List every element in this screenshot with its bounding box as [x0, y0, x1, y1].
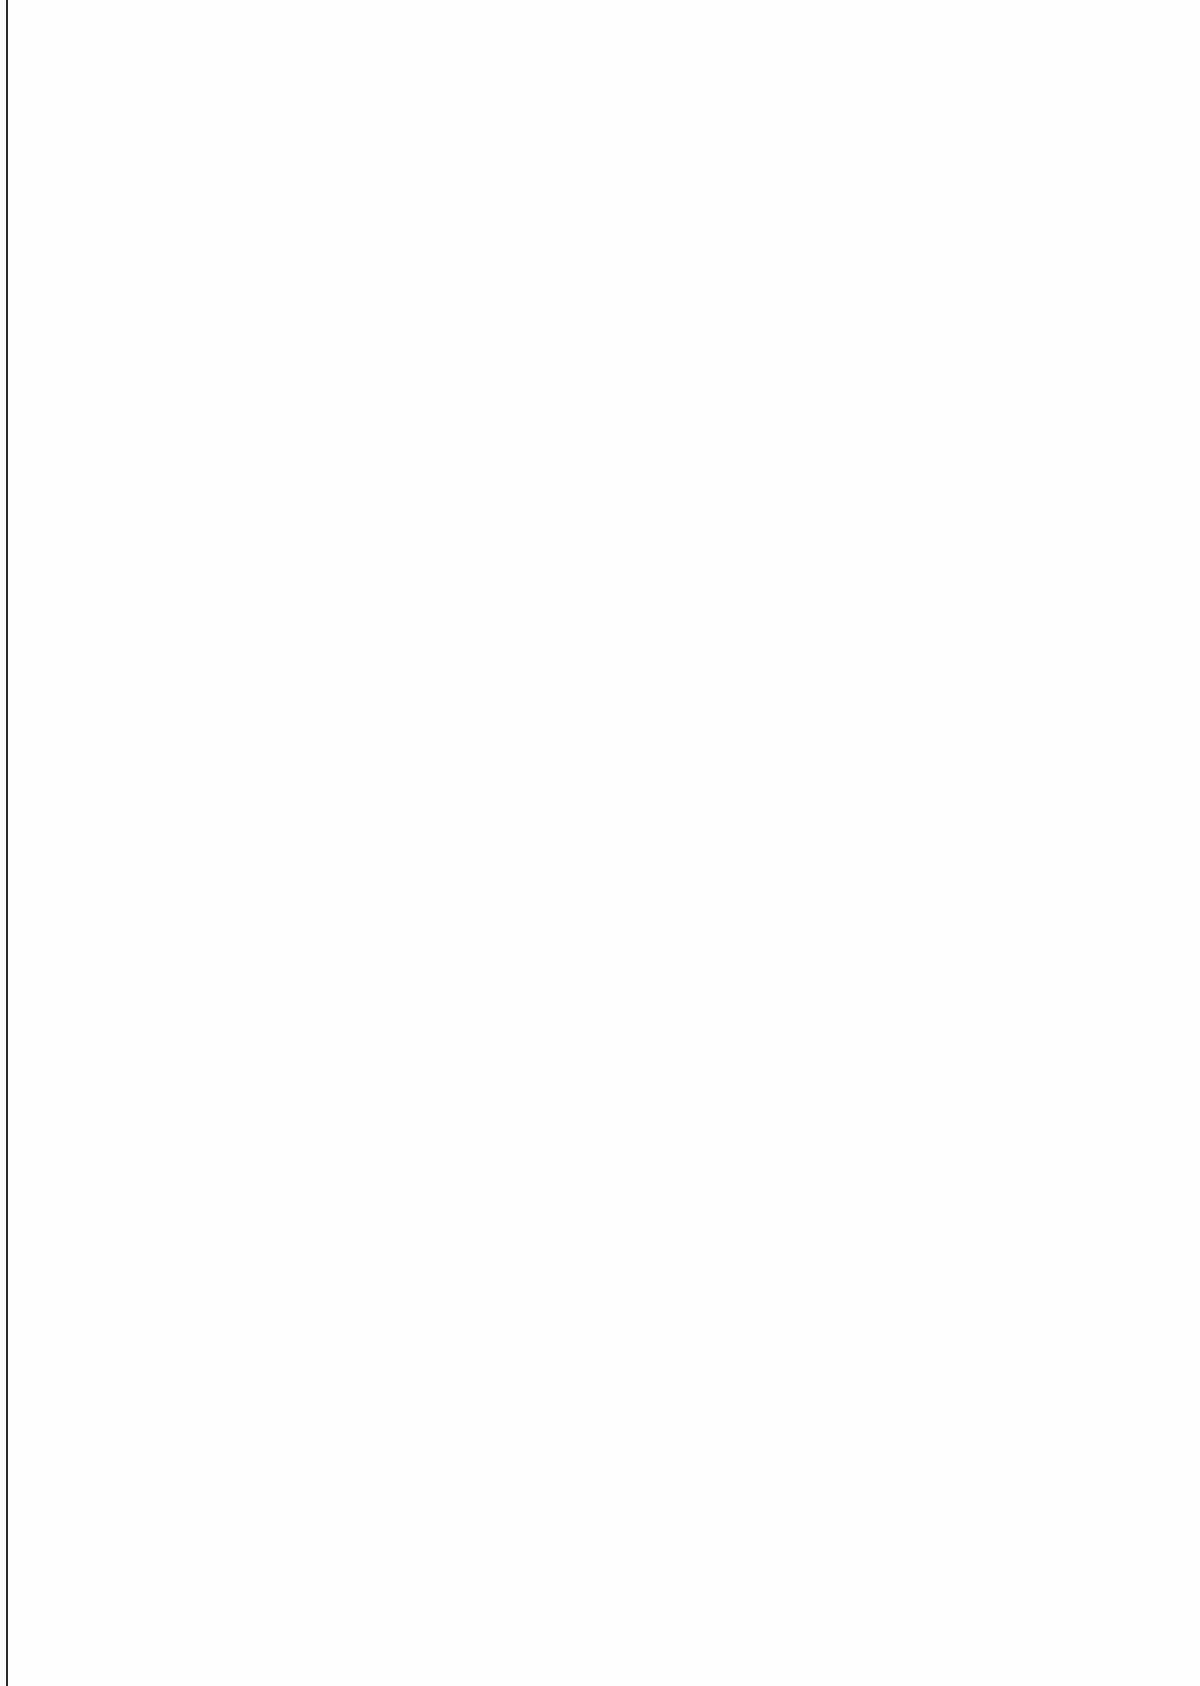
- scan-edge: [6, 0, 8, 1686]
- rotated-page: [1192, 16, 1200, 1676]
